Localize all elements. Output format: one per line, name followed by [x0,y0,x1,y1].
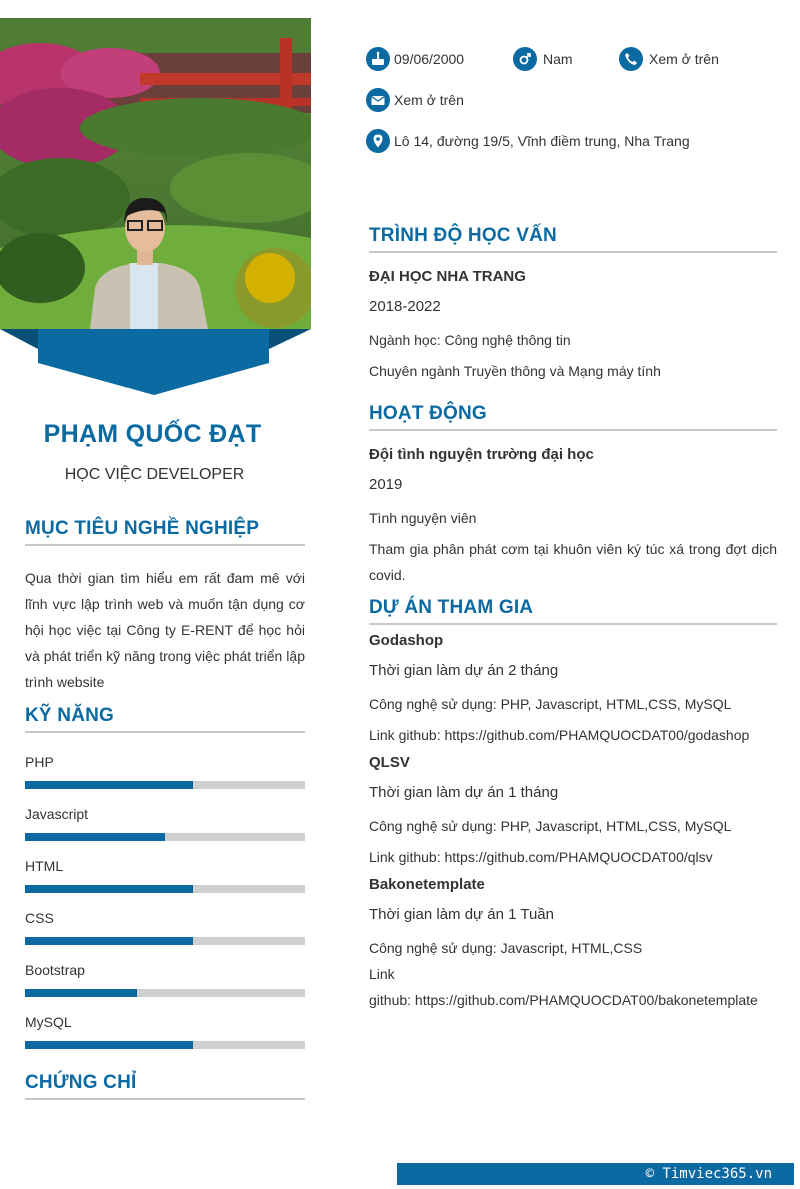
photo-ribbon [0,329,311,395]
project-name: Godashop [369,632,444,649]
project-duration: Thời gian làm dự án 2 tháng [369,662,559,679]
footer-copyright: © Timviec365.vn [645,1166,772,1182]
activity-year: 2019 [369,476,403,493]
email-text: Xem ở trên [394,92,464,108]
profile-photo [0,18,311,329]
project-link[interactable]: Link github: https://github.com/PHAMQUOCDAT00/godashop [369,727,750,743]
project-tech: Công nghệ sử dụng: PHP, Javascript, HTML,CSS, MySQL [369,818,732,834]
project-link-prefix: Link [369,966,395,982]
email-icon [366,88,390,112]
project-link[interactable]: github: https://github.com/PHAMQUOCDAT00/bakonetemplate [369,992,758,1008]
skill-label-php: PHP [25,754,54,770]
education-major: Ngành học: Công nghệ thông tin [369,332,571,348]
phone-icon [619,47,643,71]
skill-label-mysql: MySQL [25,1014,72,1030]
project-duration: Thời gian làm dự án 1 Tuần [369,906,554,923]
objective-text: Qua thời gian tìm hiểu em rất đam mê với lĩnh vực lập trình web và muốn tận dụng cơ hội học việc tại Công ty E-RENT để học hỏi và phát triển kỹ năng trong việc phát triển lập trình website [25,570,305,690]
candidate-position: HỌC VIỆC DEVELOPER [64,466,245,483]
activity-role: Tình nguyện viên [369,510,477,526]
project-duration: Thời gian làm dự án 1 tháng [369,784,559,801]
gender-icon [513,47,537,71]
skill-bar-javascript [25,833,305,841]
location-icon [366,129,390,153]
certificates-heading: CHỨNG CHỈ [25,1072,305,1100]
education-school: ĐẠI HỌC NHA TRANG [369,268,526,285]
address-text: Lô 14, đường 19/5, Vĩnh điềm trung, Nha Trang [394,133,690,149]
birthday-text: 09/06/2000 [394,51,465,67]
skill-label-html: HTML [25,858,64,874]
activities-heading: HOẠT ĐỘNG [369,403,777,431]
project-name: QLSV [369,754,410,771]
birthday-cake-icon [366,47,390,71]
skill-bar-fill [25,937,193,945]
skill-bar-mysql [25,1041,305,1049]
skill-bar-html [25,885,305,893]
education-period: 2018-2022 [369,298,441,315]
skills-heading: KỸ NĂNG [25,705,305,733]
phone-text: Xem ở trên [649,51,719,67]
candidate-name: PHẠM QUỐC ĐẠT [43,420,262,448]
skill-label-javascript: Javascript [25,806,89,822]
activity-description: Tham gia phân phát cơm tại khuôn viên ký túc xá trong đợt dịch covid. [369,541,777,583]
skill-bar-fill [25,781,193,789]
education-specialty: Chuyên ngành Truyền thông và Mạng máy tính [369,363,661,379]
skill-bar-bootstrap [25,989,305,997]
skill-bar-fill [25,833,165,841]
activity-org: Đội tình nguyện trường đại học [369,446,594,463]
objective-heading: MỤC TIÊU NGHỀ NGHIỆP [25,518,305,546]
skill-bar-fill [25,989,137,997]
project-tech: Công nghệ sử dụng: PHP, Javascript, HTML,CSS, MySQL [369,696,732,712]
education-heading: TRÌNH ĐỘ HỌC VẤN [369,225,777,253]
skill-bar-fill [25,885,193,893]
project-tech: Công nghệ sử dụng: Javascript, HTML,CSS [369,940,643,956]
skill-bar-php [25,781,305,789]
projects-heading: DỰ ÁN THAM GIA [369,597,777,625]
gender-text: Nam [543,51,573,67]
project-name: Bakonetemplate [369,876,485,893]
project-link[interactable]: Link github: https://github.com/PHAMQUOCDAT00/qlsv [369,849,713,865]
skill-bar-css [25,937,305,945]
skill-label-css: CSS [25,910,54,926]
skill-bar-fill [25,1041,193,1049]
footer-bar [397,1163,794,1185]
skill-label-bootstrap: Bootstrap [25,962,85,978]
